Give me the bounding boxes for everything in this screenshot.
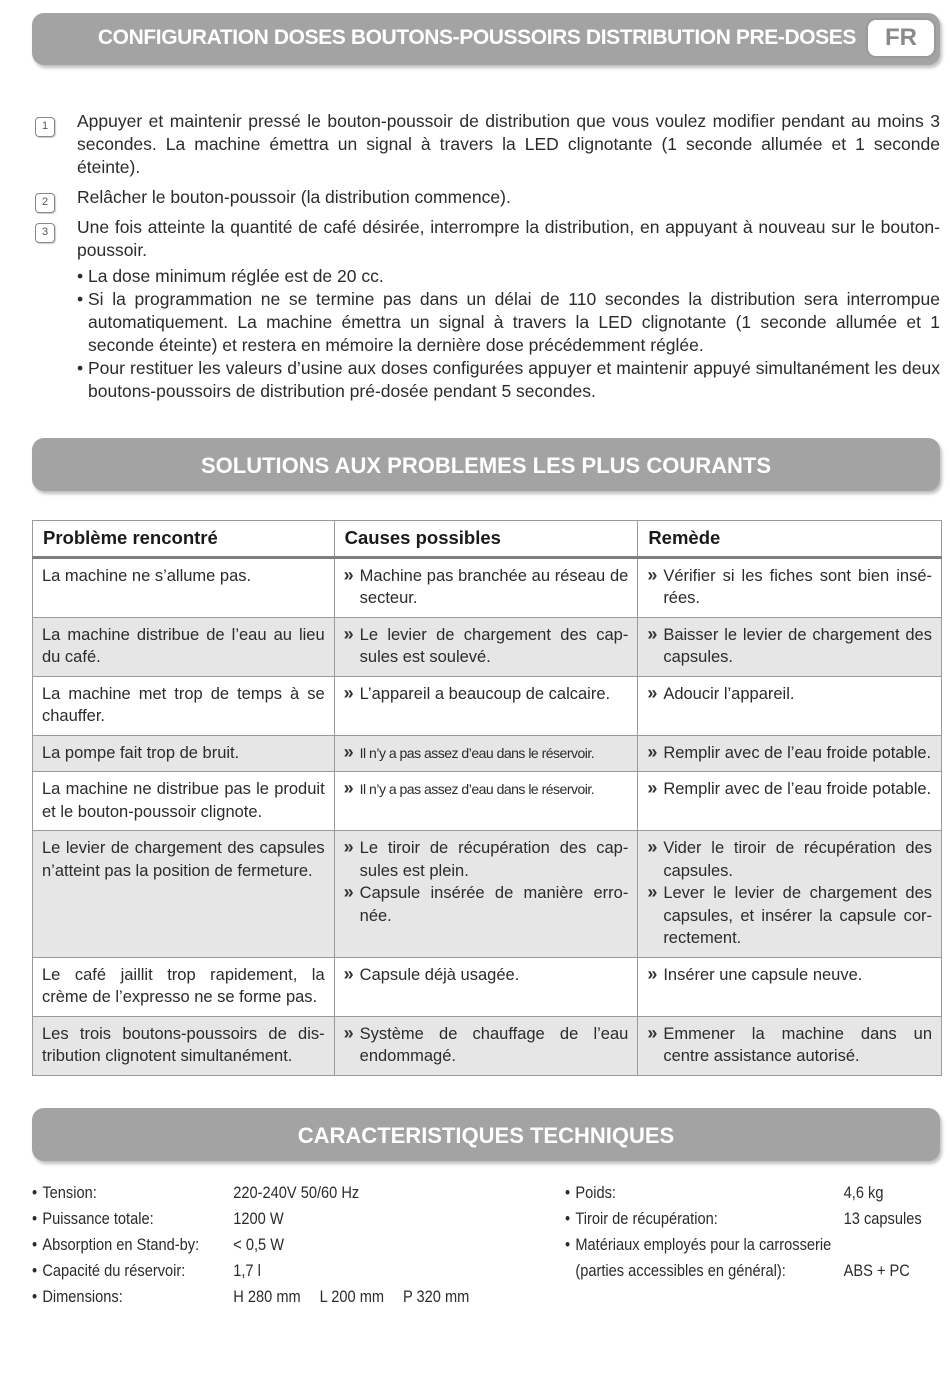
spec-label: (parties accessibles en général): <box>575 1261 786 1280</box>
remedy-cell <box>638 831 942 958</box>
remedy-item: » Remplir avec de l’eau froide potable. <box>647 778 932 801</box>
spec-label: Poids: <box>575 1183 616 1202</box>
cause-item: » Le tiroir de récupération des capsules est plein. <box>344 837 629 882</box>
specs-right-column <box>565 1180 945 1284</box>
spec-value <box>233 1284 488 1310</box>
remedy-cell <box>638 957 942 1016</box>
spec-label: Capacité du réservoir: <box>42 1261 186 1280</box>
spec-value: 1,7 l <box>233 1261 261 1280</box>
spec-power <box>32 1206 462 1232</box>
problem-cell: La machine distribue de l’eau au lieu du café. <box>33 617 335 676</box>
remedy-item: » Vider le tiroir de récupération des capsules. <box>647 837 932 882</box>
table-row <box>33 676 942 735</box>
cause-item: » Système de chauffage de l’eau endommagé. <box>344 1023 629 1068</box>
note-item: • La dose minimum réglée est de 20 cc. <box>77 265 940 288</box>
remedy-item: » Remplir avec de l’eau froide potable. <box>647 742 932 765</box>
table-row <box>33 557 942 617</box>
section-header-config <box>32 13 940 65</box>
section-title-troubleshooting: SOLUTIONS AUX PROBLEMES LES PLUS COURANTS <box>200 453 771 478</box>
cause-item: » Machine pas branchée au réseau de secteur. <box>344 565 629 610</box>
remedy-item: » Lever le levier de chargement des capsules, et insérer la capsule correctement. <box>647 882 932 950</box>
dimension-depth: P 320 mm <box>402 1287 470 1306</box>
remedy-item: » Insérer une capsule neuve. <box>647 964 932 987</box>
language-badge: FR <box>866 18 936 58</box>
dimension-length: L 200 mm <box>319 1287 385 1306</box>
config-steps <box>32 110 940 403</box>
spec-value: ABS + PC <box>843 1261 910 1280</box>
problem-cell: La machine ne distribue pas le produit et le bouton-poussoir clignote. <box>33 772 335 831</box>
remedy-cell <box>638 772 942 831</box>
dimension-height: H 280 mm <box>233 1287 301 1306</box>
remedy-cell <box>638 676 942 735</box>
step-text: Appuyer et maintenir pressé le bouton-poussoir de distribution que vous voulez modifier pendant au moins 3 secondes. La machine émettra un signal à travers la LED clignotante (1 seconde allumée et 1 seconde éteinte). <box>77 111 940 177</box>
spec-voltage <box>32 1180 462 1206</box>
causes-cell <box>334 557 638 617</box>
spec-label: Tiroir de récupération: <box>575 1209 718 1228</box>
spec-value: 4,6 kg <box>843 1183 884 1202</box>
column-header-causes: Causes possibles <box>334 521 638 558</box>
step-text: Relâcher le bouton-poussoir (la distribution commence). <box>77 187 511 207</box>
section-header-troubleshooting <box>32 438 940 491</box>
cause-item: » L’appareil a beaucoup de calcaire. <box>344 683 629 706</box>
remedy-item: » Emmener la machine dans un centre assistance autorisé. <box>647 1023 932 1068</box>
spec-label: Puissance totale: <box>42 1209 154 1228</box>
causes-cell <box>334 735 638 772</box>
problem-cell: Les trois boutons-poussoirs de distribution clignotent simultanément. <box>33 1016 335 1075</box>
step-number-icon: 2 <box>35 193 55 213</box>
table-row <box>33 617 942 676</box>
causes-cell <box>334 831 638 958</box>
remedy-cell <box>638 557 942 617</box>
table-header-row <box>33 521 942 558</box>
cause-item: » Il n’y a pas assez d’eau dans le réservoir. <box>344 742 629 765</box>
table-row <box>33 735 942 772</box>
column-header-problem: Problème rencontré <box>33 521 335 558</box>
note-item: • Pour restituer les valeurs d’usine aux doses configurées appuyer et maintenir appuyé simultanément les deux boutons-poussoirs de distribution pré-dosée pendant 5 secondes. <box>77 357 940 403</box>
spec-value: 220-240V 50/60 Hz <box>233 1183 360 1202</box>
cause-item: » Il n’y a pas assez d’eau dans le réservoir. <box>344 778 629 801</box>
spec-materials <box>565 1232 892 1258</box>
spec-value: 13 capsules <box>843 1209 922 1228</box>
spec-standby <box>32 1232 462 1258</box>
table-row <box>33 1016 942 1075</box>
problem-cell: La pompe fait trop de bruit. <box>33 735 335 772</box>
section-title-config: CONFIGURATION DOSES BOUTONS-POUSSOIRS DISTRIBUTION PRE-DOSES <box>97 26 856 49</box>
problem-cell: La machine met trop de temps à se chauffer. <box>33 676 335 735</box>
remedy-cell <box>638 735 942 772</box>
spec-materials-detail <box>565 1258 910 1284</box>
cause-item: » Le levier de chargement des capsules est soulevé. <box>344 624 629 669</box>
notes-list <box>32 265 940 403</box>
spec-dimensions <box>32 1284 470 1310</box>
remedy-cell <box>638 617 942 676</box>
specs-left-column <box>32 1180 532 1310</box>
causes-cell <box>334 617 638 676</box>
spec-weight <box>565 1180 892 1206</box>
troubleshooting-table <box>32 520 942 1076</box>
causes-cell <box>334 676 638 735</box>
table-row <box>33 831 942 958</box>
step-2 <box>32 186 940 209</box>
table-row <box>33 772 942 831</box>
section-title-specs: CARACTERISTIQUES TECHNIQUES <box>297 1123 675 1148</box>
spec-tank <box>32 1258 462 1284</box>
spec-label: Absorption en Stand-by: <box>42 1235 200 1254</box>
causes-cell <box>334 957 638 1016</box>
problem-cell: La machine ne s’allume pas. <box>33 557 335 617</box>
causes-cell <box>334 772 638 831</box>
problem-cell: Le café jaillit trop rapidement, la crème de l’expresso ne se forme pas. <box>33 957 335 1016</box>
step-text: Une fois atteinte la quantité de café désirée, interrompre la distribution, en appuyant à nouveau sur le bouton-poussoir. <box>77 217 940 260</box>
table-row <box>33 957 942 1016</box>
spec-label: Tension: <box>42 1183 97 1202</box>
spec-value: 1200 W <box>233 1209 284 1228</box>
cause-item: » Capsule insérée de manière erronée. <box>344 882 629 927</box>
causes-cell <box>334 1016 638 1075</box>
remedy-item: » Vérifier si les fiches sont bien insérées. <box>647 565 932 610</box>
section-header-specs <box>32 1108 940 1161</box>
note-item: • Si la programmation ne se termine pas dans un délai de 110 secondes la distribution sera interrompue automatiquement. La machine émettra un signal à travers la LED clignotante (1 seconde allumée et 1 seconde éteinte) et restera en mémoire la dernière dose précédemment réglée. <box>77 288 940 357</box>
column-header-remedy: Remède <box>638 521 942 558</box>
step-3 <box>32 216 940 262</box>
step-number-icon: 3 <box>35 223 55 243</box>
spec-drip-tray <box>565 1206 922 1232</box>
step-number-icon: 1 <box>35 117 55 137</box>
remedy-cell <box>638 1016 942 1075</box>
remedy-item: » Baisser le levier de chargement des capsules. <box>647 624 932 669</box>
step-1 <box>32 110 940 179</box>
spec-label: Matériaux employés pour la carrosserie <box>575 1235 832 1254</box>
remedy-item: » Adoucir l’appareil. <box>647 683 932 706</box>
problem-cell: Le levier de chargement des capsules n’atteint pas la position de fermeture. <box>33 831 335 958</box>
spec-value: < 0,5 W <box>233 1235 285 1254</box>
spec-label: Dimensions: <box>42 1287 123 1306</box>
cause-item: » Capsule déjà usagée. <box>344 964 629 987</box>
